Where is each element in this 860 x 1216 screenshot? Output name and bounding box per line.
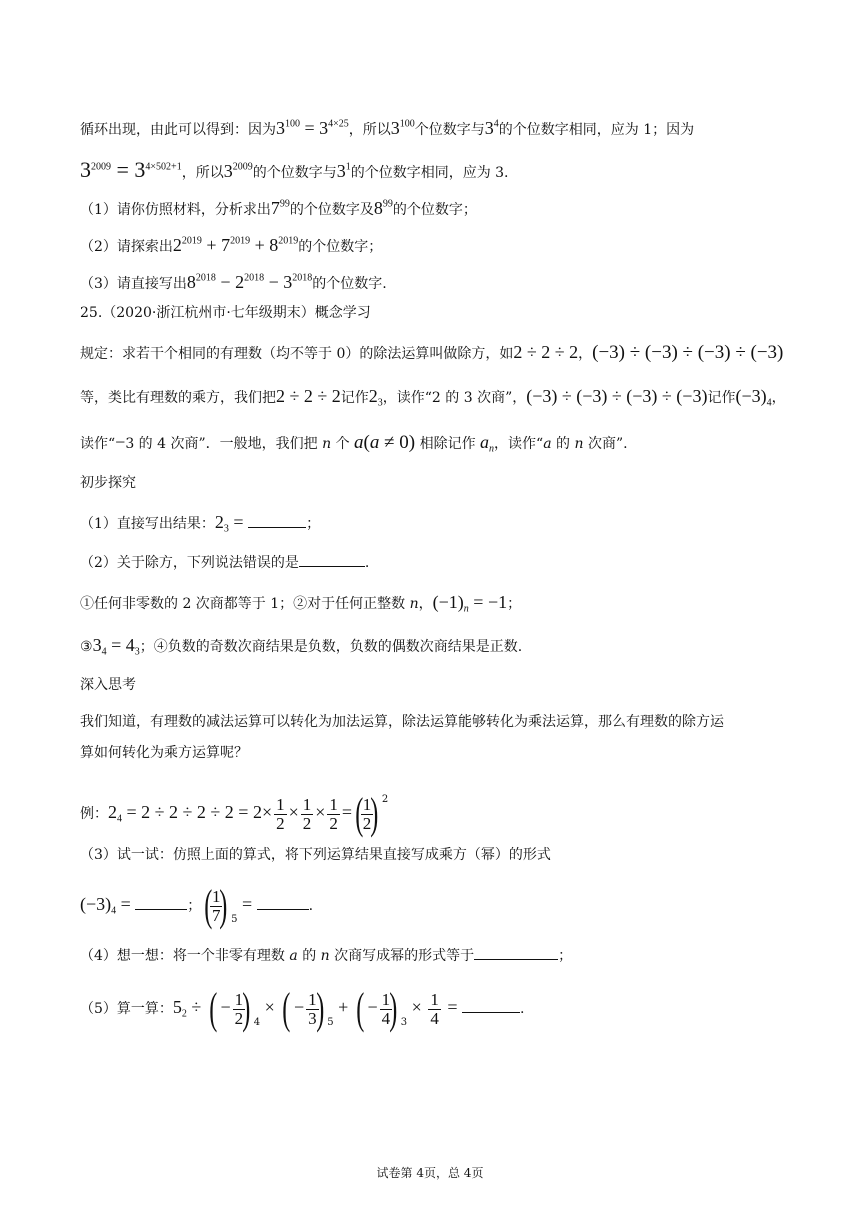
q25-options-2 [80,635,522,657]
page-footer: 试卷第 4页，总 4页 [376,1166,484,1180]
text: ，所以 [348,122,391,138]
text: ，读作“2 的 3 次商”， [382,390,527,406]
q25-part4: （4）想一想：将一个非零有理数 a 的 n 次商写成幂的形式等于 ； [80,945,572,966]
text: n [574,436,584,452]
fraction: $\frac{1}{2}$ [276,794,285,833]
math: $3^{2009} = 3^{4\times 502+1}$ [80,157,182,182]
text: ①任何非零数的 2 次商都等于 1；②对于任何正整数 [80,596,406,612]
math: $2_3$ [368,386,383,409]
text: 读作“ [80,436,116,452]
section-title-initial: 初步探究 [80,475,136,491]
text: 的个位数字； [298,239,383,255]
text: （2）关于除方，下列说法错误的是 [80,555,299,571]
fraction: $\frac{1}{2}$ [362,794,372,833]
text: （1）请你仿照材料，分析求出 [80,202,271,218]
text: 的个位数字相同，应为 1；因为 [498,122,695,138]
text: 的个位数字相同，应为 3. [350,165,509,181]
q25-part5: （5）算一算：$5_2$ ÷ ( − $\frac{1}{2}$ ) $_4$ × ( − $\frac{1}{3}$ ) $_5$ + ( − $\frac{1}{4}$ ) $_3$ × $\frac{1}{4}$ = . [80,984,525,1033]
fraction: $\frac{1}{7}$ [211,886,221,925]
fraction: $\frac{1}{2}$ [302,794,312,833]
intro-line-2 [80,157,509,183]
math: $3_4 = 4_3$ [92,635,140,658]
q25-part3: （3）试一试：仿照上面的算式，将下列运算结果直接写成乘方（幂）的形式 [80,847,551,863]
text: ③ [80,639,93,655]
text: n [322,436,332,452]
text: 次商写成幂的形式等于 [334,948,475,964]
math: $3^4$ [484,118,499,138]
text: 记作 [340,390,369,406]
math: $2^{2019} + 7^{2019} + 8^{2019}$ [172,235,299,255]
fraction: $\frac{1}{2}$ [234,989,244,1028]
text: （3）请直接写出 [80,276,187,292]
answer-blank [135,895,187,910]
math: $(-3)_4$ = [80,894,136,917]
math: $(-1)_n = -1$ [432,592,508,615]
q25-deep-text-2: 算如何转化为乘方运算呢？ [80,745,248,761]
q24-part2 [80,235,382,257]
math: $2_3$ = [214,512,249,535]
fraction: $\frac{1}{3}$ [308,989,317,1028]
text: 记作 [707,390,736,406]
math: $8^{99}$ [373,198,393,218]
text: ；④负数的奇数次商结果是负数，负数的偶数次商结果是正数. [139,639,523,655]
text: 相除记作 [419,436,476,452]
answer-blank [257,895,309,910]
answer-blank [248,513,306,528]
text: 的个位数字. [312,276,387,292]
math: $a_n$ [480,432,495,455]
text: 的个位数字与 [252,165,337,181]
text: （2）请探索出 [80,239,173,255]
q25-part3-expressions: $(-3)_4$ = ；( $\frac{1}{7}$ ) $_5$ = . [80,881,314,930]
answer-blank [299,552,365,567]
math: $5_2$ ÷ [172,997,206,1020]
text: n [409,596,419,612]
q25-header: 25.（2020·浙江杭州市·七年级期末）概念学习 [80,305,371,321]
math: a(a ≠ 0) [354,432,416,453]
text: ，所以 [181,165,224,181]
text: ，读作“ [494,436,544,452]
q25-deep-text-1: 我们知道，有理数的减法运算可以转化为加法运算，除法运算能够转化为乘法运算，那么有理数的除方运 [80,714,724,730]
text: 的 [556,436,571,452]
answer-blank [462,998,520,1013]
text: a [289,948,298,964]
math: $3^1$ [336,161,351,181]
q24-part1 [80,198,477,220]
text: 规定：求若干个相同的有理数（均不等于 0）的除法运算叫做除方，如 [80,346,514,362]
fraction: $\frac{1}{4}$ [381,989,391,1028]
text: 例： [80,806,108,822]
text: （1）直接写出结果： [80,516,215,532]
text: 个 [335,436,350,452]
math: $7^{99}$ [270,198,290,218]
answer-blank [474,945,558,960]
text: 等，类比有理数的乘方，我们把 [80,390,276,406]
q24-part3 [80,272,387,294]
q25-rule-line-2: 等，类比有理数的乘方，我们把2 ÷ 2 ÷ 2记作$2_3$，读作“2 的 3 次商”，(−3) ÷ (−3) ÷ (−3) ÷ (−3)记作$(-3)_4$， [80,386,786,409]
math: − [115,432,126,452]
text: a [543,436,552,452]
text: 次商”. [587,436,628,452]
text: 个位数字与 [414,122,485,138]
math: 2 ÷ 2 ÷ 2 [513,342,579,362]
math: (−3) ÷ (−3) ÷ (−3) ÷ (−3) [526,386,708,406]
q25-rule-line-1: 规定：求若干个相同的有理数（均不等于 0）的除法运算叫做除方，如2 ÷ 2 ÷ 2，(−3) ÷ (−3) ÷ (−3) ÷ (−3) [80,342,784,363]
q25-rule-line-3 [80,432,628,454]
fraction: $\frac{1}{2}$ [329,794,338,833]
text: n [320,948,330,964]
fraction: $\frac{1}{4}$ [430,989,439,1028]
text: （4）想一想：将一个非零有理数 [80,948,285,964]
q25-part1: （1）直接写出结果：$2_3$ = ； [80,512,321,535]
intro-line-1 [80,118,694,140]
math: $3^{100}$ [390,118,415,138]
text: 的个位数字； [392,202,477,218]
math: $3^{2009}$ [223,161,253,181]
section-title-deep: 深入思考 [80,677,136,693]
math: (−3) ÷ (−3) ÷ (−3) ÷ (−3) [592,342,784,363]
text: （5）算一算： [80,1001,173,1017]
text: 的个位数字及 [289,202,374,218]
text: 的 [302,948,317,964]
math: $3^{100} = 3^{4\times 25}$ [276,118,349,138]
math: $(-3)_4$ [735,386,772,409]
text: 循环出现，由此可以得到：因为 [80,122,276,138]
q25-part2: （2）关于除方，下列说法错误的是 . [80,552,369,573]
text: 3 的 4 次商”．一般地，我们把 [125,436,318,452]
math: 2 ÷ 2 ÷ 2 [276,386,341,406]
math: $8^{2018} - 2^{2018} - 3^{2018}$ [186,272,313,292]
q25-options-1: ①任何非零数的 2 次商都等于 1；②对于任何正整数 n，$(-1)_n = -1$； [80,592,522,615]
example-line: 例：$2_4 = 2 \div 2 \div 2 \div 2 = 2\times$ $\frac{1}{2}$ × $\frac{1}{2}$ × $\frac{1}{2}$ =( $\frac{1}{2}$ ) $^2$ [80,789,389,838]
math: $2_4 = 2 \div 2 \div 2 \div 2 = 2\times$ [108,802,273,825]
